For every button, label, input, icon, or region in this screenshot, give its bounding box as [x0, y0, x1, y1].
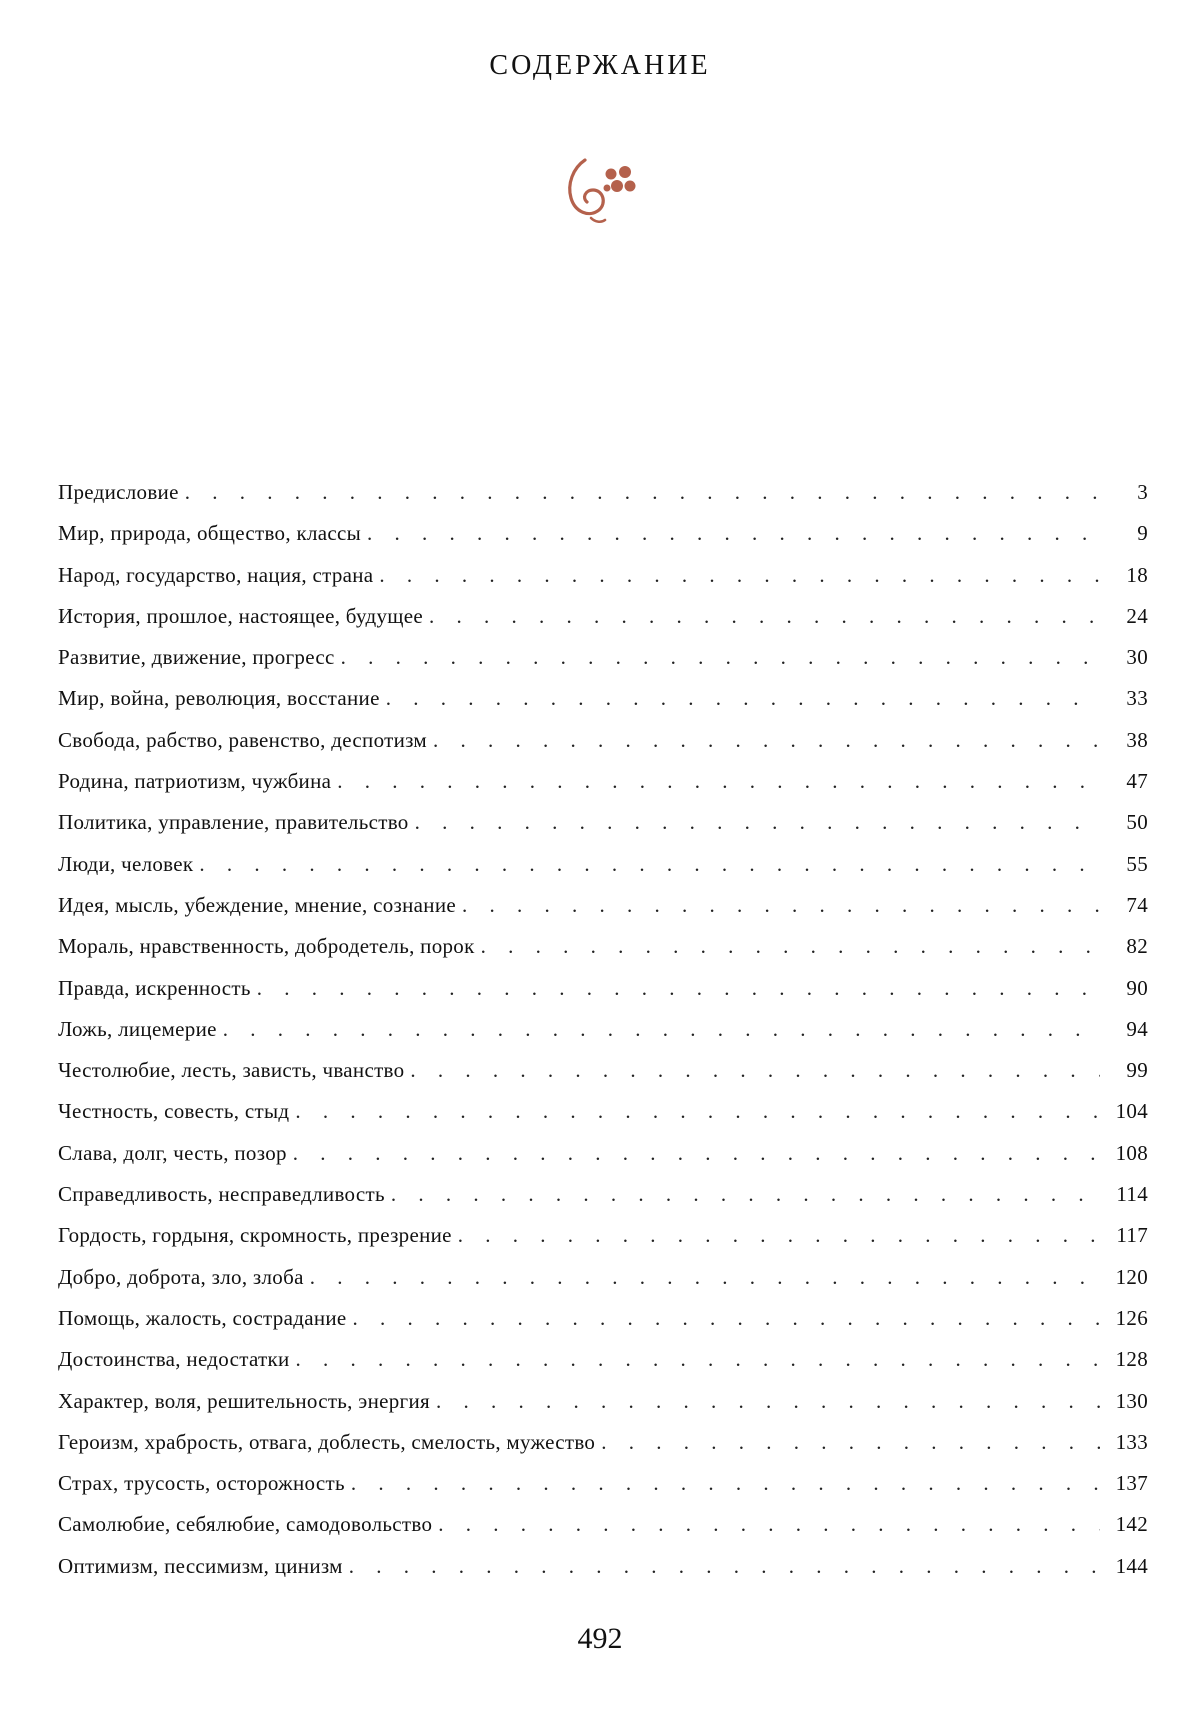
toc-entry-page: 82 — [1126, 934, 1148, 959]
toc-entry — [58, 521, 1148, 562]
toc-entry-page: 137 — [1115, 1471, 1148, 1496]
dot-leader — [432, 1512, 1100, 1537]
toc-entry-label: Родина, патриотизм, чужбина — [58, 769, 332, 794]
toc-entry — [58, 934, 1148, 975]
toc-entry-label: Страх, трусость, осторожность — [58, 1471, 345, 1496]
toc-entry-label: Идея, мысль, убеждение, мнение, сознание — [58, 892, 456, 917]
toc-entry — [58, 1430, 1148, 1471]
toc-entry-page: 120 — [1115, 1264, 1148, 1289]
toc-entry — [58, 1306, 1148, 1347]
toc-entry-label: Слава, долг, честь, позор — [58, 1140, 287, 1165]
dot-leader — [287, 1141, 1100, 1166]
dot-leader — [290, 1347, 1100, 1372]
dot-leader — [217, 1017, 1100, 1042]
toc-entry-page: 74 — [1126, 892, 1148, 917]
toc-entry-label: Предисловие — [58, 480, 179, 504]
toc-entry — [58, 1017, 1148, 1058]
dot-leader — [456, 893, 1100, 918]
dot-leader — [427, 728, 1100, 753]
dot-leader — [179, 480, 1100, 505]
page-title: СОДЕРЖАНИЕ — [489, 50, 711, 81]
toc-entry-label: Оптимизм, пессимизм, цинизм — [58, 1553, 343, 1578]
toc-entry-label: Гордость, гордыня, скромность, презрение — [58, 1223, 452, 1248]
toc-entry-label: Правда, искренность — [58, 975, 251, 1000]
toc-entry — [58, 810, 1148, 851]
dot-leader — [361, 521, 1100, 546]
toc-entry — [58, 852, 1148, 893]
toc-entry-page: 99 — [1126, 1058, 1148, 1083]
toc-entry — [58, 1058, 1148, 1099]
toc-entry-label: Справедливость, несправедливость — [58, 1182, 385, 1207]
toc-entry-page: 128 — [1115, 1347, 1148, 1372]
toc-entry-page: 47 — [1126, 769, 1148, 794]
dot-leader — [475, 934, 1100, 959]
dot-leader — [304, 1265, 1100, 1290]
dot-leader — [430, 1389, 1100, 1414]
toc-entry-label: Добро, доброта, зло, злоба — [58, 1264, 304, 1289]
toc-entry-label: История, прошлое, настоящее, будущее — [58, 603, 423, 628]
toc-entry — [58, 645, 1148, 686]
toc-entry-label: Характер, воля, решительность, энергия — [58, 1388, 430, 1413]
toc-entry-page: 117 — [1116, 1223, 1148, 1248]
toc-entry-label: Честолюбие, лесть, зависть, чванство — [58, 1058, 405, 1083]
toc-entry — [58, 769, 1148, 810]
toc-entry — [58, 1471, 1148, 1512]
toc-entry — [58, 686, 1148, 727]
toc-entry-page: 18 — [1126, 562, 1148, 587]
dot-leader — [335, 645, 1100, 670]
toc-entry-label: Мир, война, революция, восстание — [58, 686, 380, 711]
toc-entry — [58, 1554, 1148, 1595]
dot-leader — [385, 1182, 1100, 1207]
toc-entry-label: Свобода, рабство, равенство, деспотизм — [58, 727, 427, 752]
toc-entry — [58, 1347, 1148, 1388]
toc-entry-page: 126 — [1115, 1305, 1148, 1330]
toc-entry-page: 108 — [1115, 1140, 1148, 1165]
toc-entry — [58, 480, 1148, 521]
toc-entry-page: 50 — [1126, 810, 1148, 835]
toc-entry-page: 144 — [1115, 1553, 1148, 1578]
dot-leader — [404, 1058, 1100, 1083]
toc-entry-page: 55 — [1126, 851, 1148, 876]
toc-entry — [58, 1141, 1148, 1182]
dot-leader — [343, 1554, 1100, 1579]
toc-entry-page: 33 — [1126, 686, 1148, 711]
table-of-contents — [58, 480, 1148, 1595]
dot-leader — [380, 686, 1100, 711]
toc-entry-label: Самолюбие, себялюбие, самодовольство — [58, 1512, 433, 1537]
dot-leader — [193, 852, 1100, 877]
toc-entry-label: Героизм, храбрость, отвага, доблесть, смелость, мужество — [58, 1429, 596, 1454]
toc-entry — [58, 728, 1148, 769]
dot-leader — [289, 1099, 1100, 1124]
dot-leader — [452, 1223, 1100, 1248]
page-number: 492 — [577, 1622, 623, 1655]
floral-ornament-icon — [555, 148, 645, 228]
toc-entry — [58, 1389, 1148, 1430]
toc-entry-page: 114 — [1116, 1182, 1148, 1207]
toc-entry — [58, 1512, 1148, 1553]
toc-entry-page: 30 — [1126, 645, 1148, 670]
toc-entry-label: Честность, совесть, стыд — [58, 1099, 290, 1124]
dot-leader — [251, 976, 1100, 1001]
dot-leader — [423, 604, 1100, 629]
toc-entry-label: Помощь, жалость, сострадание — [58, 1305, 347, 1330]
toc-entry-label: Достоинства, недостатки — [58, 1347, 290, 1372]
toc-entry-label: Народ, государство, нация, страна — [58, 562, 374, 587]
toc-entry — [58, 563, 1148, 604]
toc-entry-page: 24 — [1126, 603, 1148, 628]
dot-leader — [409, 810, 1100, 835]
toc-entry-label: Мир, природа, общество, классы — [58, 521, 362, 546]
toc-entry — [58, 893, 1148, 934]
toc-entry — [58, 1223, 1148, 1264]
dot-leader — [347, 1306, 1100, 1331]
toc-entry — [58, 976, 1148, 1017]
dot-leader — [595, 1430, 1100, 1455]
toc-entry-page: 142 — [1115, 1512, 1148, 1537]
toc-entry — [58, 1265, 1148, 1306]
toc-entry-page: 133 — [1115, 1429, 1148, 1454]
toc-entry — [58, 1182, 1148, 1223]
toc-entry-page: 3 — [1137, 480, 1148, 504]
toc-entry-page: 9 — [1137, 521, 1148, 546]
toc-entry-label: Политика, управление, правительство — [58, 810, 409, 835]
toc-entry-page: 38 — [1126, 727, 1148, 752]
toc-entry-label: Мораль, нравственность, добродетель, порок — [58, 934, 475, 959]
toc-entry-label: Ложь, лицемерие — [58, 1016, 217, 1041]
dot-leader — [373, 563, 1100, 588]
dot-leader — [331, 769, 1100, 794]
toc-entry-page: 104 — [1115, 1099, 1148, 1124]
toc-entry-label: Люди, человек — [58, 851, 194, 876]
toc-entry — [58, 1099, 1148, 1140]
toc-entry-label: Развитие, движение, прогресс — [58, 645, 335, 670]
toc-entry — [58, 604, 1148, 645]
dot-leader — [345, 1471, 1100, 1496]
toc-entry-page: 90 — [1126, 975, 1148, 1000]
toc-entry-page: 94 — [1126, 1016, 1148, 1041]
toc-entry-page: 130 — [1115, 1388, 1148, 1413]
